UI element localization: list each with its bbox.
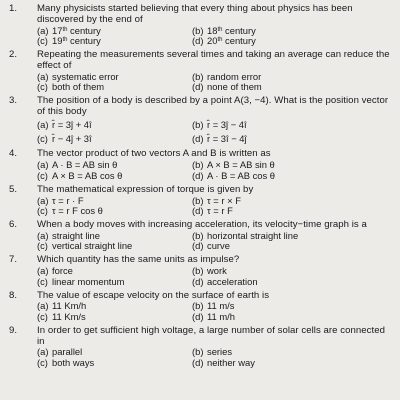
options-grid	[37, 301, 390, 322]
option	[192, 358, 390, 369]
option-text: both of them	[52, 81, 105, 93]
option-label: (c)	[37, 205, 48, 217]
option	[192, 277, 390, 288]
option-label: (b)	[192, 300, 204, 312]
question-2	[6, 50, 390, 93]
option-label: (c)	[37, 310, 48, 322]
option-label: (a)	[37, 159, 49, 171]
option-label: (a)	[37, 118, 49, 130]
option-text: A · B = AB sin θ	[52, 159, 118, 171]
option-label: (b)	[192, 159, 204, 171]
option	[192, 206, 390, 217]
option-label: (a)	[37, 24, 49, 36]
option-label: (d)	[192, 240, 204, 252]
option-text: horizontal straight line	[207, 229, 299, 241]
question-6	[6, 220, 390, 252]
option	[192, 171, 390, 182]
option	[192, 241, 390, 252]
options-grid	[37, 26, 390, 47]
option-text: 11 m/h	[207, 310, 235, 322]
question-stem: In order to get sufficient high voltage, a large number of solar cells are connected in	[37, 324, 385, 347]
option-text: τ = r × F	[207, 194, 241, 206]
option-text: work	[207, 265, 227, 277]
option	[37, 241, 192, 252]
option-label: (b)	[192, 118, 204, 130]
option	[192, 36, 390, 47]
option	[192, 312, 390, 323]
option-text: A · B = AB cos θ	[207, 169, 276, 181]
option-label: (c)	[37, 132, 48, 144]
option	[37, 206, 192, 217]
option	[37, 277, 192, 288]
question-number: 5.	[9, 183, 18, 195]
option-text: 11 Km/s	[52, 310, 86, 322]
option-superscript: th	[217, 37, 223, 44]
option	[37, 82, 192, 93]
option-label: (c)	[37, 35, 48, 47]
option-text: 18	[207, 24, 218, 36]
question-number: 8.	[9, 289, 18, 301]
question-stem: Repeating the measurements several times and taking an average can reduce the effect of	[37, 49, 390, 71]
option-text: 20	[207, 35, 218, 47]
question-body	[37, 255, 390, 287]
option	[37, 118, 192, 132]
option-label: (d)	[192, 132, 204, 144]
option-label: (c)	[37, 169, 48, 181]
options-grid	[37, 347, 390, 368]
option-label: (d)	[192, 169, 204, 181]
option-text: τ = r · F	[52, 194, 84, 206]
option-label: (d)	[192, 35, 204, 47]
option	[37, 171, 192, 182]
question-stem: When a body moves with increasing acceleration, its velocity−time graph is a	[37, 219, 367, 231]
option-label: (d)	[192, 310, 204, 322]
option	[192, 82, 390, 93]
options-grid	[37, 160, 390, 181]
options-grid	[37, 72, 390, 93]
question-body	[37, 4, 390, 47]
option-text: curve	[207, 240, 230, 252]
option	[192, 132, 390, 146]
question-body	[37, 50, 390, 93]
option-label: (a)	[37, 346, 49, 358]
option-label: (b)	[192, 265, 204, 277]
option-text: 11 Km/h	[52, 300, 87, 312]
question-3	[6, 96, 390, 146]
question-body	[37, 185, 390, 217]
option-label: (d)	[192, 81, 204, 93]
question-number: 2.	[9, 49, 18, 61]
question-8	[6, 291, 390, 323]
option-text: neither way	[207, 357, 255, 369]
option-text: r̂ − 4ĵ + 3î	[52, 132, 92, 144]
option-label: (c)	[37, 357, 48, 369]
option-text: r̂ = 3î − 4ĵ	[207, 132, 247, 144]
option-text-suffix: century	[222, 35, 256, 47]
question-body	[37, 291, 390, 323]
option-text: straight line	[52, 229, 100, 241]
option-label: (a)	[37, 300, 49, 312]
option-text: linear momentum	[52, 275, 125, 287]
option-text-suffix: century	[67, 24, 101, 36]
option-label: (d)	[192, 205, 204, 217]
option-label: (c)	[37, 275, 48, 287]
option-text: r̂ = 3ĵ + 4î	[52, 118, 92, 130]
option-superscript: th	[217, 26, 223, 33]
option-text: A × B = AB cos θ	[52, 169, 123, 181]
option-superscript: th	[62, 26, 68, 33]
option-text: random error	[207, 70, 262, 82]
option	[37, 358, 192, 369]
option-text: systematic error	[52, 70, 119, 82]
question-body	[37, 149, 390, 181]
option-label: (d)	[192, 275, 204, 287]
option-label: (d)	[192, 357, 204, 369]
option-text: acceleration	[207, 275, 258, 287]
option-text: 19	[52, 35, 63, 47]
options-grid	[37, 118, 390, 146]
option-label: (a)	[37, 265, 49, 277]
option-text: force	[52, 265, 73, 277]
question-number: 6.	[9, 219, 18, 231]
question-body	[37, 220, 390, 252]
option	[192, 118, 390, 132]
option-text: 17	[52, 24, 63, 36]
question-number: 4.	[9, 148, 18, 160]
question-body	[37, 96, 390, 146]
option-label: (b)	[192, 70, 204, 82]
option-text: none of them	[207, 81, 262, 93]
option-label: (b)	[192, 229, 204, 241]
option-text: τ = r F	[207, 205, 233, 217]
question-9	[6, 326, 390, 369]
options-grid	[37, 231, 390, 252]
question-number: 1.	[9, 3, 18, 14]
option-label: (b)	[192, 346, 204, 358]
option-label: (b)	[192, 194, 204, 206]
question-number: 7.	[9, 254, 18, 266]
question-stem: The vector product of two vectors A and B is written as	[37, 148, 271, 160]
option-text-suffix: century	[67, 35, 101, 47]
option-label: (c)	[37, 81, 48, 93]
options-grid	[37, 266, 390, 287]
option-text: both ways	[52, 357, 95, 369]
option-label: (b)	[192, 24, 204, 36]
question-stem: The value of escape velocity on the surface of earth is	[37, 289, 270, 301]
option-text-suffix: century	[222, 24, 256, 36]
option-label: (a)	[37, 229, 49, 241]
option-text: A × B = AB sin θ	[207, 159, 275, 171]
question-stem: The mathematical expression of torque is given by	[37, 183, 254, 195]
question-7	[6, 255, 390, 287]
option	[37, 312, 192, 323]
option-superscript: th	[62, 37, 68, 44]
question-stem: The position of a body is described by a point A(3, −4). What is the position vector of this body	[37, 95, 389, 117]
option	[37, 132, 192, 146]
question-5	[6, 185, 390, 217]
question-1	[6, 4, 390, 47]
option-label: (a)	[37, 70, 49, 82]
option-label: (c)	[37, 240, 48, 252]
option-text: series	[207, 346, 233, 358]
option-text: r̂ = 3ĵ − 4î	[207, 118, 247, 130]
option-text: τ = r F cos θ	[52, 205, 103, 217]
option-text: parallel	[52, 346, 83, 358]
question-stem: Which quantity has the same units as impulse?	[37, 254, 240, 266]
question-number: 9.	[9, 324, 18, 336]
option	[37, 36, 192, 47]
question-body	[37, 326, 390, 369]
question-4	[6, 149, 390, 181]
options-grid	[37, 196, 390, 217]
question-number: 3.	[9, 95, 18, 107]
option-text: 11 m/s	[207, 300, 235, 312]
question-stem: Many physicists started believing that every thing about physics has been discovered by the end of	[37, 3, 353, 25]
option-text: vertical straight line	[52, 240, 133, 252]
option-label: (a)	[37, 194, 49, 206]
